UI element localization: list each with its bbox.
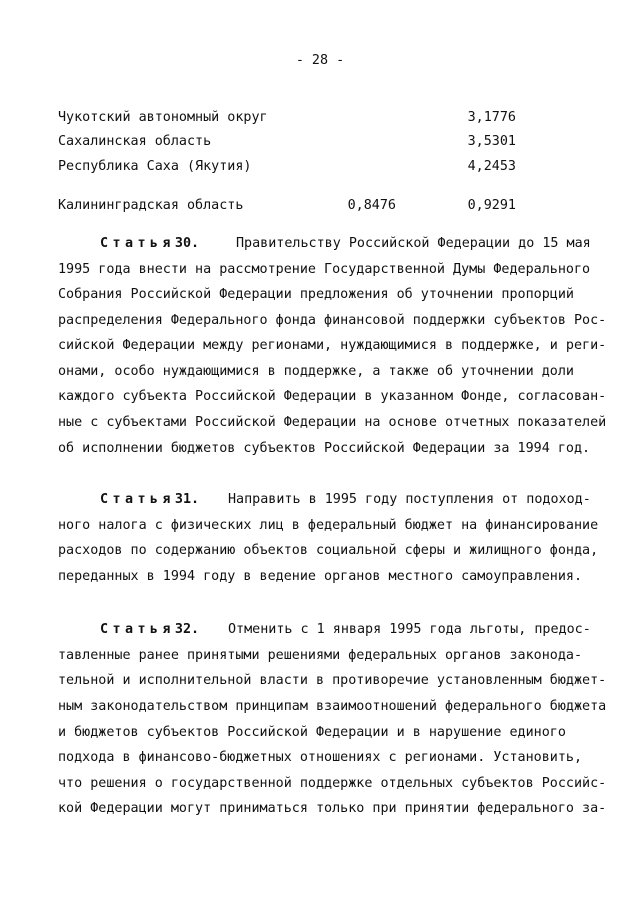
article-line: ные с субъектами Российской Федерации на основе отчетных показателей bbox=[58, 415, 607, 430]
article-line: Собрания Российской Федерации предложения об уточнении пропорций bbox=[58, 287, 574, 302]
article-line: ного налога с физических лиц в федеральный бюджет на финансирование bbox=[58, 518, 599, 533]
article-line: об исполнении бюджетов субъектов Российской Федерации за 1994 год. bbox=[58, 441, 591, 456]
article-line: тельной и исполнительной власти в противоречие установленным бюджет- bbox=[58, 673, 607, 688]
article-heading bbox=[100, 622, 199, 637]
region-name: Калининградская область bbox=[58, 198, 244, 213]
region-value: 0,9291 bbox=[467, 198, 516, 213]
article-number: 30. bbox=[174, 236, 200, 251]
article-line: онами, особо нуждающимися в поддержке, а также об уточнении доли bbox=[58, 364, 574, 379]
article-line: Правительству Российской Федерации до 15 мая bbox=[236, 236, 591, 251]
article-line: расходов по содержанию объектов социальной сферы и жилищного фонда, bbox=[58, 543, 599, 558]
article-line: Направить в 1995 году поступления от подоход- bbox=[228, 492, 591, 507]
article-line: кой Федерации могут приниматься только при принятии федерального за- bbox=[58, 801, 607, 816]
article-line: каждого субъекта Российской Федерации в указанном Фонде, согласован- bbox=[58, 389, 607, 404]
region-name: Республика Саха (Якутия) bbox=[58, 159, 252, 174]
article-label: Статья bbox=[100, 492, 175, 507]
article-line: Отменить с 1 января 1995 года льготы, предос- bbox=[228, 622, 591, 637]
article-line: сийской Федерации между регионами, нуждающимися в поддержке, и реги- bbox=[58, 338, 607, 353]
region-value: 3,5301 bbox=[467, 134, 516, 149]
article-line: переданных в 1994 году в ведение органов местного самоуправления. bbox=[58, 569, 583, 584]
region-name: Сахалинская область bbox=[58, 134, 212, 149]
article-line: и бюджетов субъектов Российской Федерации и в нарушение единого bbox=[58, 725, 566, 740]
article-line: что решения о государственной поддержке отдельных субъектов Российс- bbox=[58, 776, 607, 791]
article-label: Статья bbox=[100, 622, 175, 637]
article-line: подхода в финансово-бюджетных отношениях с регионами. Установить, bbox=[58, 750, 583, 765]
article-number: 32. bbox=[174, 622, 200, 637]
region-value: 3,1776 bbox=[467, 110, 516, 125]
article-label: Статья bbox=[100, 236, 175, 251]
article-heading bbox=[100, 236, 199, 251]
region-name: Чукотский автономный округ bbox=[58, 110, 268, 125]
article-line: 1995 года внести на рассмотрение Государственной Думы Федерального bbox=[58, 262, 591, 277]
article-line: тавленные ранее принятыми решениями федеральных органов законода- bbox=[58, 648, 583, 663]
article-heading bbox=[100, 492, 199, 507]
article-number: 31. bbox=[174, 492, 200, 507]
region-value: 4,2453 bbox=[467, 159, 516, 174]
region-value-previous: 0,8476 bbox=[347, 198, 396, 213]
article-line: ным законодательством принципам взаимоотношений федерального бюджета bbox=[58, 699, 607, 714]
article-line: распределения Федерального фонда финансовой поддержки субъектов Рос- bbox=[58, 313, 607, 328]
page-number: - 28 - bbox=[295, 53, 345, 68]
